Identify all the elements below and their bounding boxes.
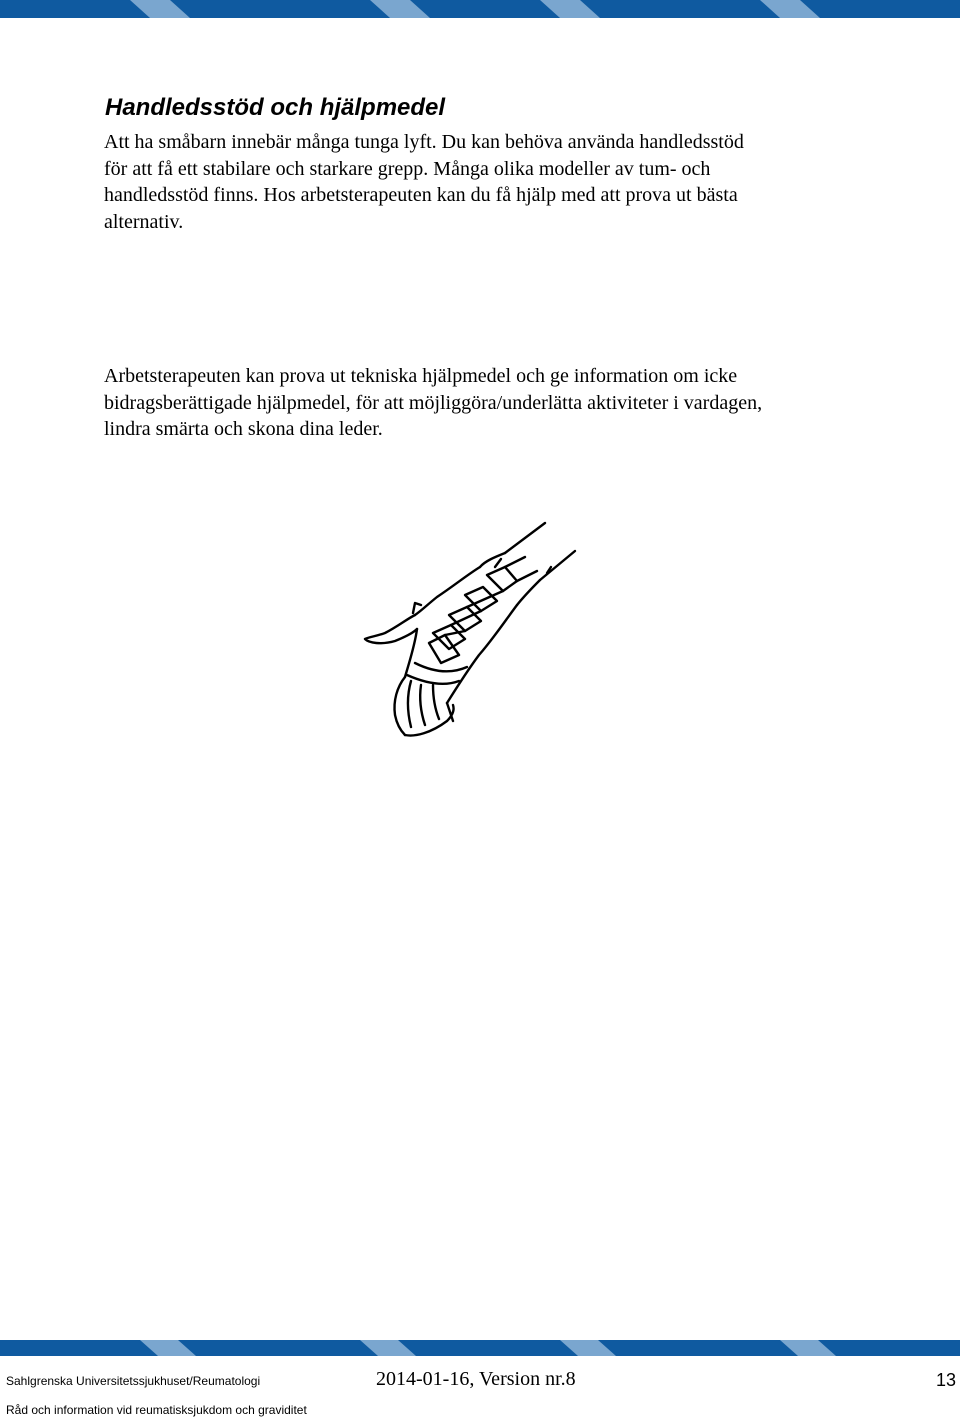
footer-subtitle: Råd och information vid reumatisksjukdom och graviditet [6, 1403, 307, 1417]
footer-decorative-band [0, 1340, 960, 1356]
wrist-support-sketch-icon [355, 515, 585, 740]
header-decorative-band [0, 0, 960, 18]
page-heading: Handledsstöd och hjälpmedel [105, 94, 446, 121]
paragraph-wrist-support: Att ha småbarn innebär många tunga lyft. Du kan behöva använda handledsstöd för att få ett stabilare och starkare grepp. Många olika modeller av tum- och handledsstöd finns. Hos arbetsterapeuten kan du få hjälp med att prova ut bästa alternativ. [104, 131, 744, 233]
footer-institution: Sahlgrenska Universitetssjukhuset/Reumatologi [6, 1374, 261, 1388]
paragraph-occupational-therapist: Arbetsterapeuten kan prova ut tekniska hjälpmedel och ge information om icke bidragsberättigade hjälpmedel, för att möjliggöra/underlätta aktiviteter i vardagen, lindra smärta och skona dina leder. [104, 365, 763, 440]
footer-version: 2014-01-16, Version nr.8 [376, 1368, 576, 1390]
page-number: 13 [935, 1370, 956, 1390]
